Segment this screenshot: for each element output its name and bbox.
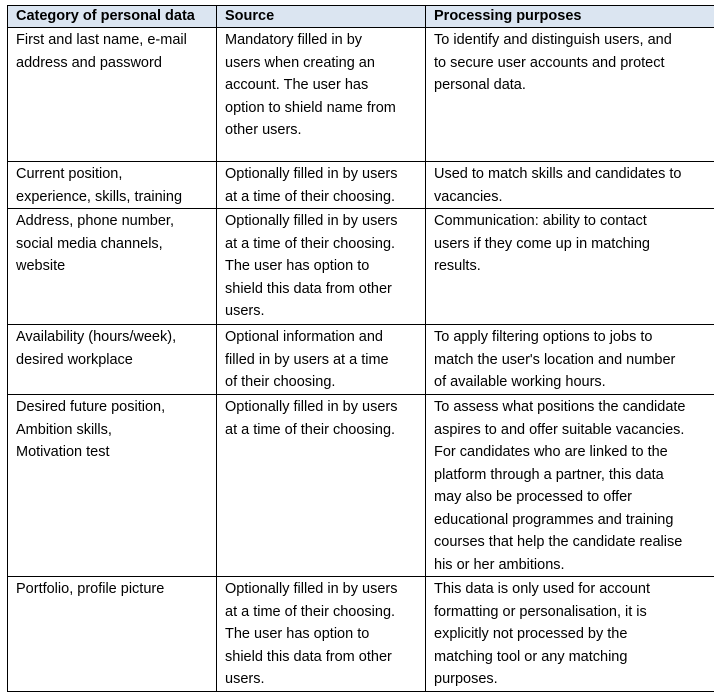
- cell-text-line: Ambition skills,: [16, 422, 112, 438]
- cell-text-line: Optionally filled in by users: [225, 213, 397, 229]
- cell-text-line: option to shield name from: [225, 100, 396, 116]
- cell-text-line: To apply filtering options to jobs to: [434, 329, 652, 345]
- cell-text-line: match the user's location and number: [434, 352, 675, 368]
- cell-text-line: Optionally filled in by users: [225, 399, 397, 415]
- cell-text-line: Optional information and: [225, 329, 383, 345]
- cell-text-line: experience, skills, training: [16, 189, 182, 205]
- cell-text-line: at a time of their choosing.: [225, 189, 395, 205]
- cell-text-line: Communication: ability to contact: [434, 213, 647, 229]
- cell-text-line: Availability (hours/week),: [16, 329, 176, 345]
- cell-text-line: his or her ambitions.: [434, 557, 565, 573]
- cell-category: [8, 28, 217, 162]
- cell-purposes: [426, 577, 714, 692]
- cell-text-line: personal data.: [434, 77, 526, 93]
- cell-text-line: First and last name, e-mail: [16, 32, 187, 48]
- cell-text-line: shield this data from other: [225, 649, 392, 665]
- cell-text-line: Desired future position,: [16, 399, 165, 415]
- cell-source: [217, 28, 426, 162]
- cell-text-line: results.: [434, 258, 481, 274]
- cell-category: [8, 577, 217, 692]
- cell-purposes: [426, 162, 714, 209]
- cell-source: [217, 577, 426, 692]
- header-category: Category of personal data: [8, 6, 217, 28]
- cell-text-line: of their choosing.: [225, 374, 335, 390]
- cell-text-line: platform through a partner, this data: [434, 467, 664, 483]
- header-source: Source: [217, 6, 426, 28]
- cell-text-line: users if they come up in matching: [434, 236, 650, 252]
- cell-text-line: educational programmes and training: [434, 512, 673, 528]
- table-row: [8, 28, 714, 162]
- cell-text-line: of available working hours.: [434, 374, 606, 390]
- personal-data-table: [7, 5, 714, 692]
- cell-text-line: Used to match skills and candidates to: [434, 166, 681, 182]
- cell-text-line: social media channels,: [16, 236, 163, 252]
- cell-source: [217, 325, 426, 395]
- cell-category: [8, 325, 217, 395]
- table-row: [8, 325, 714, 395]
- cell-source: [217, 162, 426, 209]
- cell-text-line: other users.: [225, 122, 302, 138]
- cell-text-line: shield this data from other: [225, 281, 392, 297]
- cell-text-line: users.: [225, 303, 265, 319]
- cell-text-line: The user has option to: [225, 626, 369, 642]
- cell-text-line: website: [16, 258, 65, 274]
- cell-source: [217, 209, 426, 325]
- cell-text-line: This data is only used for account: [434, 581, 650, 597]
- cell-text-line: Address, phone number,: [16, 213, 174, 229]
- cell-text-line: Current position,: [16, 166, 122, 182]
- cell-text-line: Motivation test: [16, 444, 110, 460]
- cell-category: [8, 209, 217, 325]
- cell-text-line: For candidates who are linked to the: [434, 444, 668, 460]
- cell-text-line: to secure user accounts and protect: [434, 55, 665, 71]
- cell-purposes: [426, 28, 714, 162]
- cell-text-line: formatting or personalisation, it is: [434, 604, 647, 620]
- cell-text-line: users.: [225, 671, 265, 687]
- cell-text-line: aspires to and offer suitable vacancies.: [434, 422, 684, 438]
- cell-source: [217, 395, 426, 577]
- cell-text-line: courses that help the candidate realise: [434, 534, 682, 550]
- cell-text-line: To assess what positions the candidate: [434, 399, 685, 415]
- cell-text-line: at a time of their choosing.: [225, 604, 395, 620]
- cell-text-line: desired workplace: [16, 352, 133, 368]
- cell-text-line: purposes.: [434, 671, 498, 687]
- cell-text-line: filled in by users at a time: [225, 352, 389, 368]
- table-row: [8, 209, 714, 325]
- cell-purposes: [426, 209, 714, 325]
- cell-text-line: Mandatory filled in by: [225, 32, 362, 48]
- cell-category: [8, 162, 217, 209]
- table-row: [8, 395, 714, 577]
- cell-text-line: Portfolio, profile picture: [16, 581, 164, 597]
- table-row: [8, 162, 714, 209]
- cell-text-line: explicitly not processed by the: [434, 626, 627, 642]
- cell-text-line: Optionally filled in by users: [225, 166, 397, 182]
- table-row: [8, 577, 714, 692]
- cell-purposes: [426, 395, 714, 577]
- cell-text-line: Optionally filled in by users: [225, 581, 397, 597]
- table-header-row: [8, 6, 714, 28]
- cell-text-line: The user has option to: [225, 258, 369, 274]
- cell-text-line: at a time of their choosing.: [225, 422, 395, 438]
- cell-text-line: To identify and distinguish users, and: [434, 32, 672, 48]
- cell-text-line: matching tool or any matching: [434, 649, 627, 665]
- cell-text-line: vacancies.: [434, 189, 503, 205]
- cell-text-line: at a time of their choosing.: [225, 236, 395, 252]
- header-purposes: Processing purposes: [426, 6, 714, 28]
- cell-category: [8, 395, 217, 577]
- cell-purposes: [426, 325, 714, 395]
- cell-text-line: users when creating an: [225, 55, 375, 71]
- cell-text-line: account. The user has: [225, 77, 368, 93]
- cell-text-line: may also be processed to offer: [434, 489, 632, 505]
- cell-text-line: address and password: [16, 55, 162, 71]
